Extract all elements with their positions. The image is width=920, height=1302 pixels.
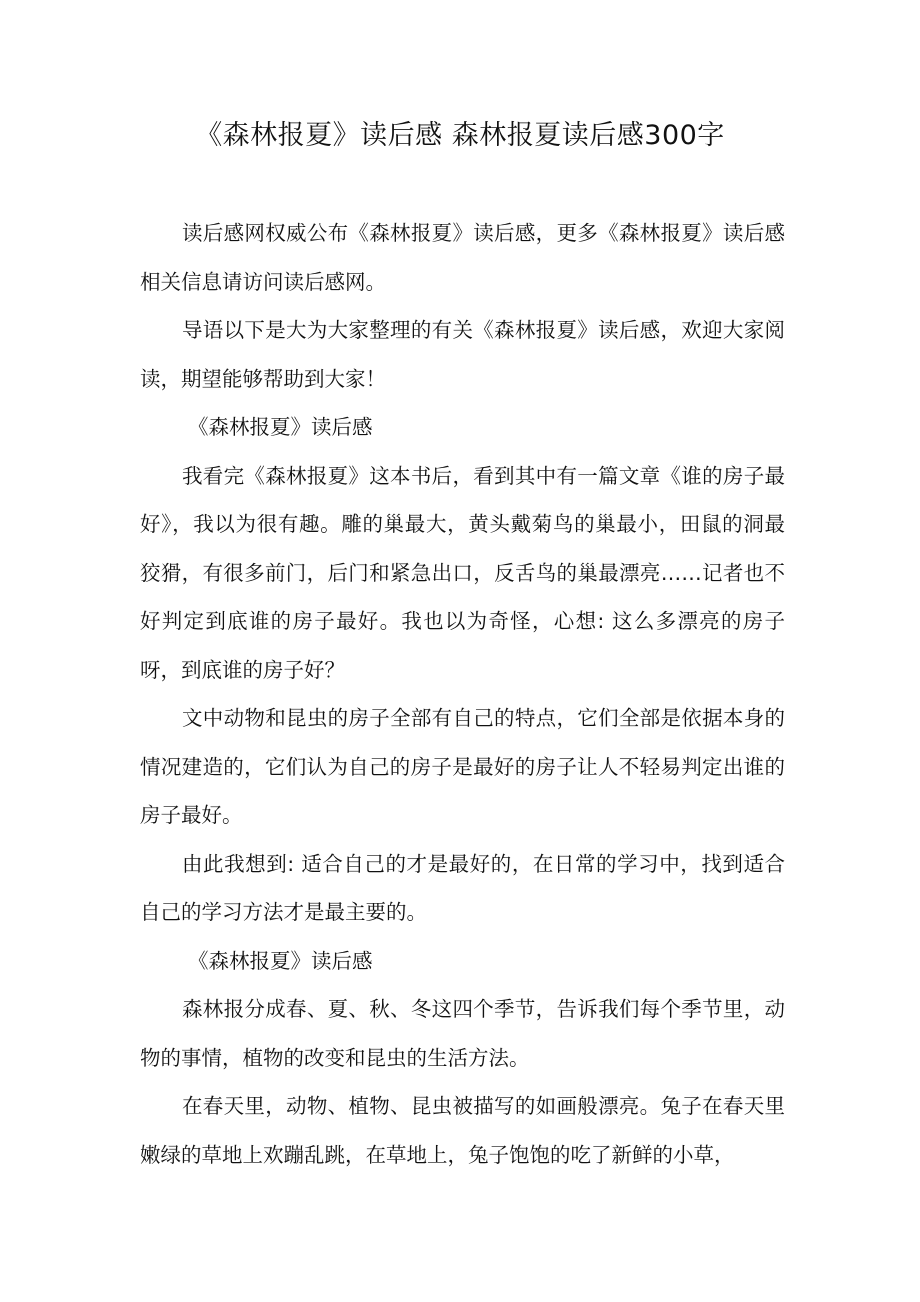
- paragraph-intro: 读后感网权威公布《森林报夏》读后感，更多《森林报夏》读后感相关信息请访问读后感网。: [140, 221, 785, 294]
- paragraph-houses: 我看完《森林报夏》这本书后，看到其中有一篇文章《谁的房子最好》，我以为很有趣。雕的巢最大，黄头戴菊鸟的巢最小，田鼠的洞最狡猾，有很多前门，后门和紧急出口，反舌鸟的巢最漂亮……记者也不好判定到底谁的房子最好。我也以为奇怪，心想: 这么多漂亮的房子呀，到底谁的房子好？: [140, 463, 785, 682]
- document-title: 《森林报夏》读后感 森林报夏读后感300字: [195, 120, 725, 151]
- section-heading-2: 《森林报夏》读后感: [188, 948, 373, 973]
- paragraph-seasons: 森林报分成春、夏、秋、冬这四个季节，告诉我们每个季节里，动物的事情，植物的改变和昆虫的生活方法。: [140, 997, 785, 1070]
- paragraph-reflection: 由此我想到: 适合自己的才是最好的，在日常的学习中，找到适合自己的学习方法才是最主要的。: [140, 851, 785, 924]
- paragraph-features: 文中动物和昆虫的房子全部有自己的特点，它们全部是依据本身的情况建造的，它们认为自己的房子是最好的房子让人不轻易判定出谁的房子最好。: [140, 706, 785, 827]
- section-heading-1: 《森林报夏》读后感: [188, 415, 373, 439]
- document-body: [140, 209, 785, 1179]
- paragraph-spring: 在春天里，动物、植物、昆虫被描写的如画般漂亮。兔子在春天里嫩绿的草地上欢蹦乱跳，在草地上，兔子饱饱的吃了新鲜的小草，: [140, 1094, 785, 1167]
- paragraph-guide: 导语以下是大为大家整理的有关《森林报夏》读后感，欢迎大家阅读，期望能够帮助到大家！: [140, 318, 785, 391]
